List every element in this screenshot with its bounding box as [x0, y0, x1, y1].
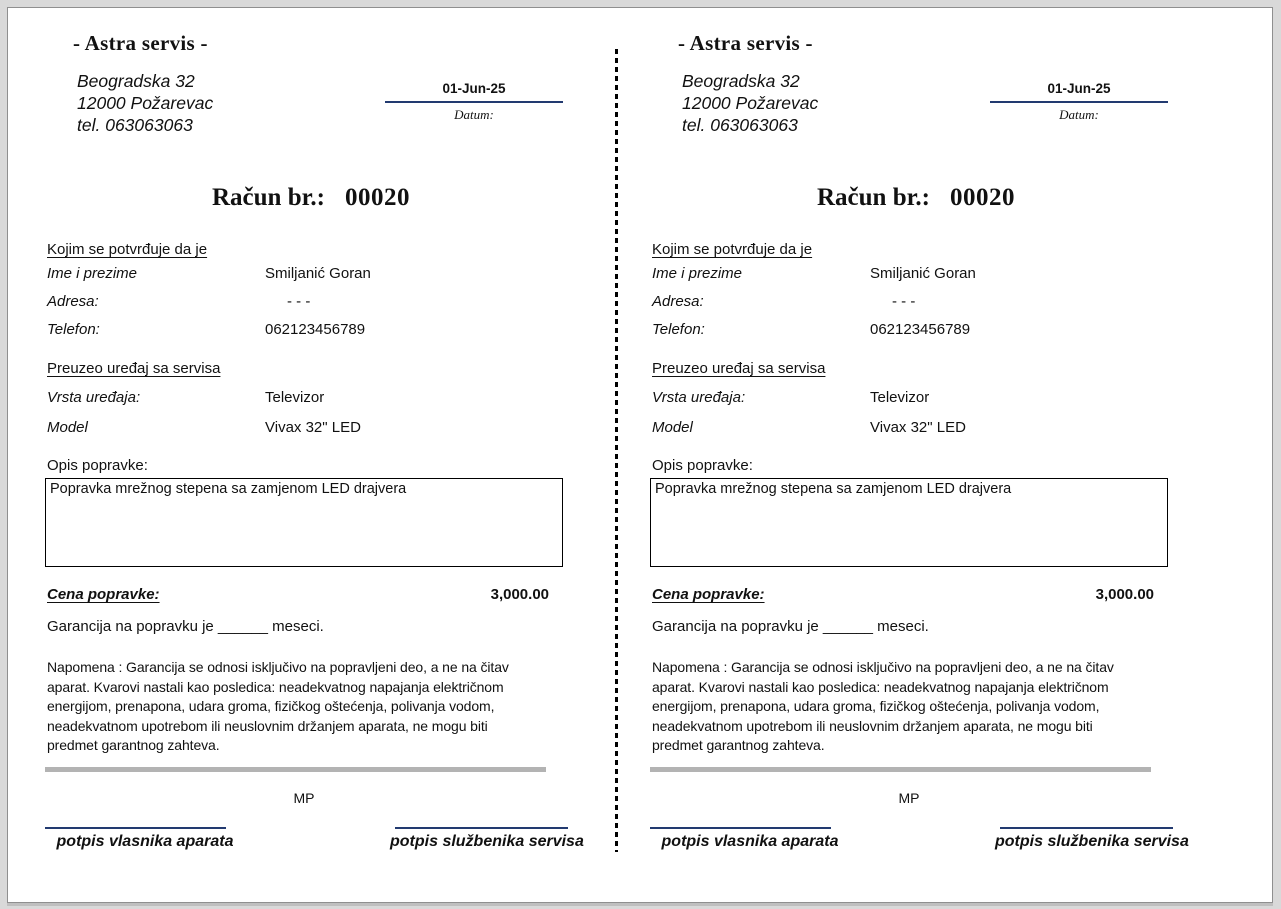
business-address-phone: tel. 063063063: [77, 115, 193, 135]
repair-description-label: Opis popravke:: [47, 457, 148, 474]
device-section-heading: Preuzeo uređaj sa servisa: [652, 360, 826, 377]
price-label: Cena popravke:: [47, 586, 160, 603]
clerk-signature-line: [1000, 827, 1173, 829]
note-line: aparat. Kvarovi nastali kao posledica: neadekvatnog napajanja električnom: [652, 678, 1109, 695]
stamp-placeholder: MP: [898, 790, 920, 806]
note-paragraph: [47, 658, 509, 756]
device-model-value: Vivax 32" LED: [870, 419, 966, 436]
footer-separator-bar: [650, 767, 1151, 772]
date-block: [385, 81, 563, 123]
clerk-signature-label: potpis službenika servisa: [390, 833, 584, 850]
business-address-street: Beogradska 32: [77, 71, 195, 91]
name-label: Ime i prezime: [47, 265, 138, 282]
customer-section-heading: Kojim se potvrđuje da je: [652, 241, 813, 258]
phone-value: 062123456789: [870, 321, 971, 338]
receipt-page: [7, 7, 1273, 903]
invoice-title: [45, 184, 577, 212]
repair-description-box: [650, 478, 1168, 567]
owner-signature-label: potpis vlasnika aparata: [56, 833, 234, 850]
business-address: [77, 70, 213, 136]
business-address: [682, 70, 818, 136]
device-type-value: Televizor: [870, 389, 930, 406]
price-row: [652, 586, 1154, 603]
note-line: neadekvatnom upotrebom ili neuslovnim držanjem aparata, ne mogu biti: [652, 717, 1093, 734]
customer-section-heading: Kojim se potvrđuje da je: [47, 241, 208, 258]
price-value: 3,000.00: [1095, 586, 1154, 603]
receipt-copy-right: [650, 8, 1189, 902]
business-name: - Astra servis -: [73, 31, 208, 55]
date-label: Datum:: [1059, 107, 1099, 122]
owner-signature-label: potpis vlasnika aparata: [661, 833, 839, 850]
address-label: Adresa:: [47, 293, 99, 310]
note-line: Napomena : Garancija se odnosi isključivo na popravljeni deo, a ne na čitav: [47, 659, 509, 675]
note-line: aparat. Kvarovi nastali kao posledica: neadekvatnog napajanja električnom: [47, 678, 504, 695]
repair-description-box: [45, 478, 563, 567]
phone-label: Telefon:: [47, 321, 100, 338]
copy-divider-dashed-line: [615, 49, 618, 852]
device-section-heading: Preuzeo uređaj sa servisa: [47, 360, 221, 377]
business-address-city: 12000 Požarevac: [682, 93, 819, 113]
note-line: predmet garantnog zahteva.: [47, 737, 220, 753]
warranty-line: Garancija na popravku je ______ meseci.: [652, 618, 929, 635]
date-label: Datum:: [454, 107, 494, 122]
device-type-label: Vrsta uređaja:: [47, 389, 141, 406]
invoice-title-label: Račun br.:: [212, 184, 325, 211]
date-value: 01-Jun-25: [385, 81, 563, 103]
warranty-line: Garancija na popravku je ______ meseci.: [47, 618, 324, 635]
clerk-signature-label: potpis službenika servisa: [995, 833, 1189, 850]
phone-label: Telefon:: [652, 321, 705, 338]
address-label: Adresa:: [652, 293, 704, 310]
note-line: predmet garantnog zahteva.: [652, 737, 825, 753]
price-value: 3,000.00: [490, 586, 549, 603]
device-model-label: Model: [47, 419, 88, 436]
invoice-title-label: Račun br.:: [817, 184, 930, 211]
note-line: energijom, prenapona, udara groma, fizičkog oštećenja, polivanja vodom,: [652, 698, 1100, 714]
note-line: neadekvatnom upotrebom ili neuslovnim držanjem aparata, ne mogu biti: [47, 717, 488, 734]
date-value: 01-Jun-25: [990, 81, 1168, 103]
note-line: Napomena : Garancija se odnosi isključivo na popravljeni deo, a ne na čitav: [652, 659, 1114, 675]
footer-separator-bar: [45, 767, 546, 772]
name-value: Smiljanić Goran: [265, 265, 371, 282]
device-type-label: Vrsta uređaja:: [652, 389, 746, 406]
price-row: [47, 586, 549, 603]
business-name: - Astra servis -: [678, 31, 813, 55]
owner-signature-line: [45, 827, 226, 829]
address-value: - - -: [287, 293, 311, 310]
repair-description-label: Opis popravke:: [652, 457, 753, 474]
note-paragraph: [652, 658, 1114, 756]
note-line: energijom, prenapona, udara groma, fizičkog oštećenja, polivanja vodom,: [47, 698, 495, 714]
name-value: Smiljanić Goran: [870, 265, 976, 282]
repair-description-text: Popravka mrežnog stepena sa zamjenom LED drajvera: [50, 481, 407, 497]
price-label: Cena popravke:: [652, 586, 765, 603]
date-block: [990, 81, 1168, 123]
business-address-phone: tel. 063063063: [682, 115, 798, 135]
receipt-copy-left: [45, 8, 584, 902]
address-value: - - -: [892, 293, 916, 310]
device-model-label: Model: [652, 419, 693, 436]
business-address-city: 12000 Požarevac: [77, 93, 214, 113]
phone-value: 062123456789: [265, 321, 366, 338]
business-address-street: Beogradska 32: [682, 71, 800, 91]
invoice-number: 00020: [950, 184, 1015, 211]
device-type-value: Televizor: [265, 389, 325, 406]
device-model-value: Vivax 32" LED: [265, 419, 361, 436]
invoice-number: 00020: [345, 184, 410, 211]
owner-signature-line: [650, 827, 831, 829]
name-label: Ime i prezime: [652, 265, 743, 282]
clerk-signature-line: [395, 827, 568, 829]
invoice-title: [650, 184, 1182, 212]
repair-description-text: Popravka mrežnog stepena sa zamjenom LED drajvera: [655, 481, 1012, 497]
stamp-placeholder: MP: [293, 790, 315, 806]
